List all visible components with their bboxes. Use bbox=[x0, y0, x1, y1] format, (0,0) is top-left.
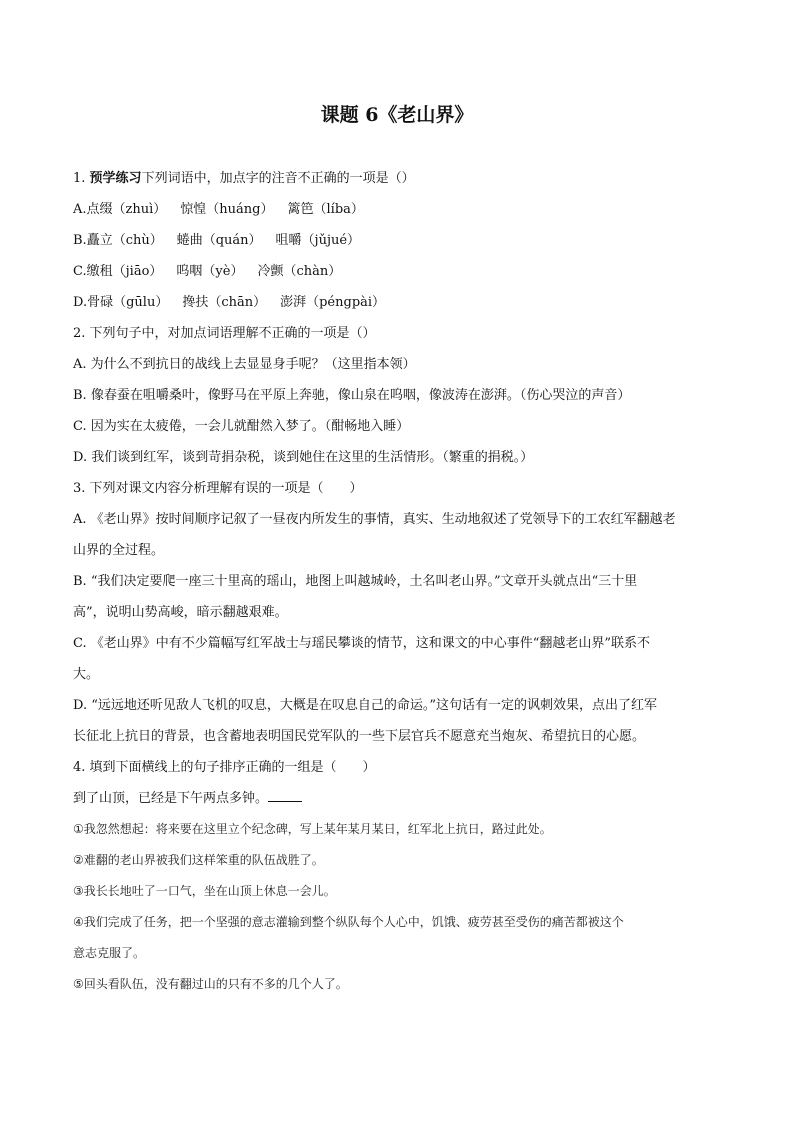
question-1-option-c bbox=[73, 256, 701, 287]
question-3-option-b-line-2: 高”，说明山势高峻，暗示翻越艰难。 bbox=[73, 605, 288, 620]
option-letter: B. bbox=[73, 233, 87, 248]
sequence-item-5: ⑤回头看队伍，没有翻过山的只有不多的几个人了。 bbox=[73, 977, 348, 991]
question-tag: 预学练习 bbox=[89, 171, 142, 186]
question-2-option-b: B. 像春蚕在咀嚼桑叶，像野马在平原上奔驰，像山泉在呜咽，像波涛在澎湃。（伤心哭泣的声音） bbox=[73, 388, 631, 403]
question-2-option-a: A. 为什么不到抗日的战线上去显显身手呢？（这里指本领） bbox=[73, 357, 416, 372]
option-word: 呜咽（yè） bbox=[176, 264, 244, 279]
option-word: 搀扶（chān） bbox=[182, 295, 267, 310]
question-3-option-d-line-1: D. “远远地还听见敌人飞机的叹息，大概是在叹息自己的命运。”这句话有一定的讽刺效果，点出了红军 bbox=[73, 698, 658, 713]
option-letter: A. bbox=[73, 202, 87, 217]
option-word: 惊惶（huáng） bbox=[180, 202, 274, 217]
question-3-option-c-line-2: 大。 bbox=[73, 667, 100, 682]
question-4 bbox=[73, 752, 701, 1000]
lead-sentence: 到了山顶，已经是下午两点多钟。 bbox=[73, 791, 269, 806]
page-title: 课题 6《老山界》 bbox=[320, 104, 474, 126]
question-2-option-d: D. 我们谈到红军，谈到苛捐杂税，谈到她住在这里的生活情形。（繁重的捐税。） bbox=[73, 450, 534, 465]
answer-blank bbox=[268, 787, 302, 802]
option-word: 咀嚼（jǔjué） bbox=[275, 233, 361, 248]
question-text: 下列词语中，加点字的注音不正确的一项是（） bbox=[141, 171, 415, 186]
question-3 bbox=[73, 473, 701, 752]
question-2-stem: 2. 下列句子中，对加点词语理解不正确的一项是（） bbox=[73, 326, 376, 341]
question-4-stem: 4. 填到下面横线上的句子排序正确的一组是（ ） bbox=[73, 760, 376, 775]
question-3-option-a-line-1: A. 《老山界》按时间顺序记叙了一昼夜内所发生的事情，真实、生动地叙述了党领导下的工农红军翻越老 bbox=[73, 512, 676, 527]
sequence-item-3: ③我长长地吐了一口气，坐在山顶上休息一会儿。 bbox=[73, 884, 336, 898]
sequence-item-4-line-1: ④我们完成了任务，把一个坚强的意志灌输到整个纵队每个人心中，饥饿、疲劳甚至受伤的痛苦都被这个 bbox=[73, 915, 624, 929]
question-3-option-b-line-1: B. “我们决定要爬一座三十里高的瑶山，地图上叫越城岭，土名叫老山界。”文章开头就点出“三十里 bbox=[73, 574, 638, 589]
option-word: 骨碌（gūlu） bbox=[87, 295, 169, 310]
question-4-lead bbox=[73, 783, 701, 814]
question-1-stem bbox=[73, 163, 701, 194]
option-word: 澎湃（péngpài） bbox=[280, 295, 386, 310]
question-1-option-b bbox=[73, 225, 701, 256]
option-letter: C. bbox=[73, 264, 87, 279]
question-3-option-d-line-2: 长征北上抗日的背景，也含蓄地表明国民党军队的一些下层官兵不愿意充当炮灰、希望抗日的心愿。 bbox=[73, 729, 646, 744]
question-2-option-c: C. 因为实在太疲倦，一会儿就酣然入梦了。（酣畅地入睡） bbox=[73, 419, 410, 434]
option-word: 点缀（zhuì） bbox=[86, 202, 167, 217]
option-letter: D. bbox=[73, 295, 88, 310]
sequence-item-2: ②难翻的老山界被我们这样笨重的队伍战胜了。 bbox=[73, 853, 324, 867]
question-1-option-d bbox=[73, 287, 701, 318]
sequence-item-1: ①我忽然想起：将来要在这里立个纪念碑，写上某年某月某日，红军北上抗日，路过此处。 bbox=[73, 822, 552, 836]
question-number: 1. bbox=[73, 171, 90, 186]
option-word: 冷颤（chàn） bbox=[257, 264, 342, 279]
option-word: 缴租（jiāo） bbox=[86, 264, 163, 279]
option-word: 篱笆（líba） bbox=[287, 202, 364, 217]
question-3-option-a-line-2: 山界的全过程。 bbox=[73, 543, 165, 558]
question-2 bbox=[73, 318, 701, 473]
question-1 bbox=[73, 163, 701, 318]
question-1-option-a bbox=[73, 194, 701, 225]
question-3-stem: 3. 下列对课文内容分析理解有误的一项是（ ） bbox=[73, 481, 363, 496]
option-word: 蜷曲（quán） bbox=[176, 233, 262, 248]
sequence-item-4-line-2: 意志克服了。 bbox=[73, 946, 146, 960]
option-word: 矗立（chù） bbox=[86, 233, 163, 248]
question-3-option-c-line-1: C. 《老山界》中有不少篇幅写红军战士与瑶民攀谈的情节，这和课文的中心事件“翻越老山界”联系不 bbox=[73, 636, 651, 651]
